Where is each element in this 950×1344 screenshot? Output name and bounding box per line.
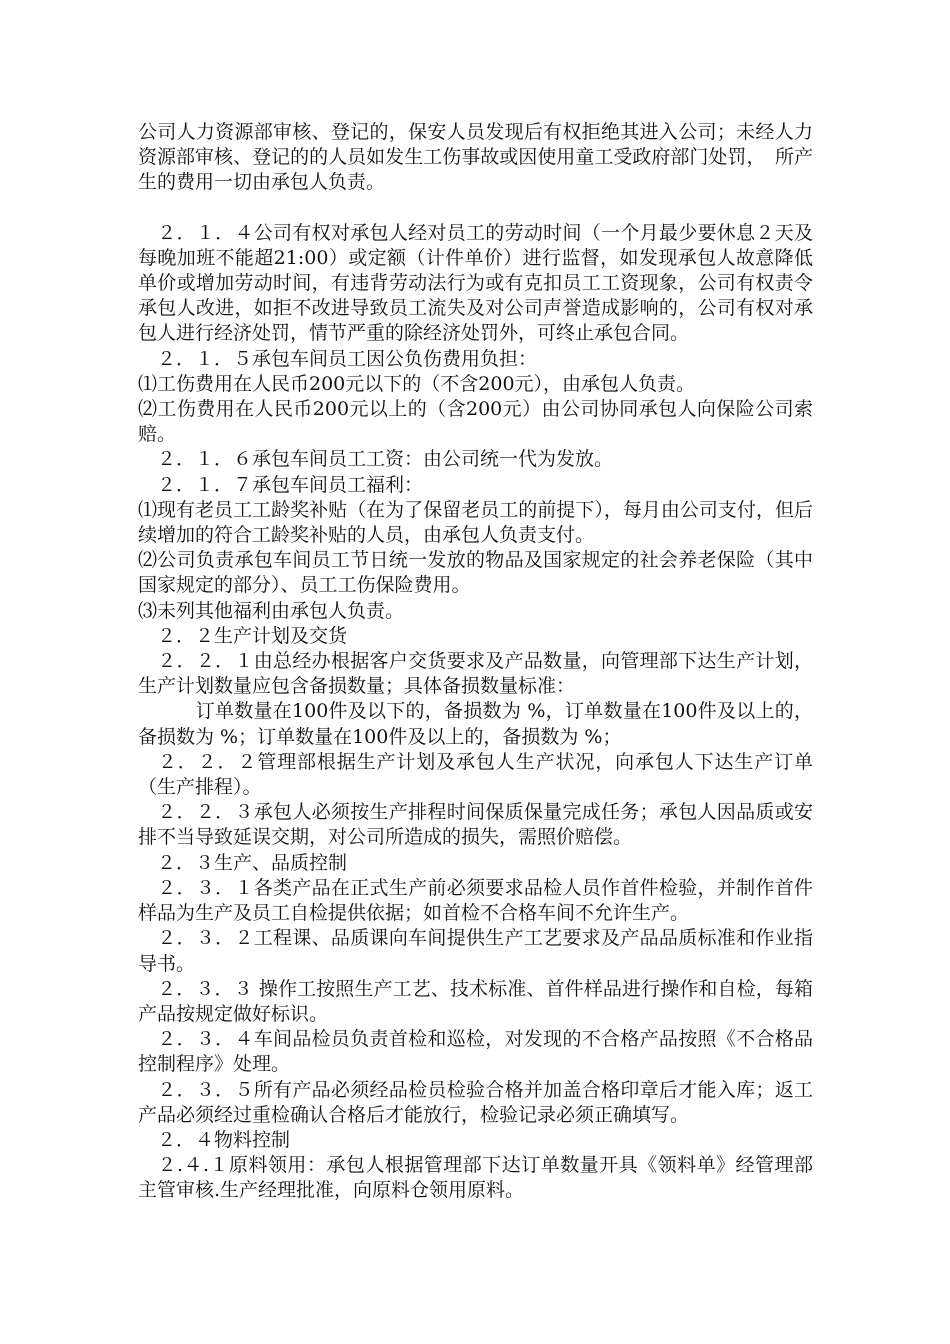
paragraph-2-3-5: ２．３．５所有产品必须经品检员检验合格并加盖合格印章后才能入库；返工产品必须经过重检确认合格后才能放行，检验记录必须正确填写。: [138, 1078, 813, 1126]
paragraph-2-3-2: ２．３．２工程课、品质课向车间提供生产工艺要求及产品品质标准和作业指导书。: [138, 927, 813, 975]
heading-2-1-5: ２．１．５承包车间员工因公负伤费用负担：: [138, 347, 538, 370]
paragraph-2-3-3: ２．３．３ 操作工按照生产工艺、技术标准、首件样品进行操作和自检，每箱产品按规定做好标识。: [138, 977, 813, 1025]
paragraph-2-1-4: ２．１．４公司有权对承包人经对员工的劳动时间（一个月最少要休息２天及每晚加班不能超21:00）或定额（计件单价）进行监督，如发现承包人故意降低单价或增加劳动时间，有违背劳动法行为或有克扣员工工资现象，公司有权责令承包人改进，如拒不改进导致员工流失及对公司声誉造成影响的，公司有权对承包人进行经济处罚，情节严重的除经济处罚外，可终止承包合同。: [138, 221, 813, 345]
blank-line: [138, 196, 813, 221]
paragraph-2-2-1: ２．２．１由总经办根据客户交货要求及产品数量，向管理部下达生产计划，生产计划数量应包含备损数量；具体备损数量标准：: [138, 650, 813, 698]
paragraph-2-1-6: ２．１．６承包车间员工工资：由公司统一代为发放。: [138, 448, 614, 471]
item-2-1-7-1: ⑴现有老员工工龄奖补贴（在为了保留老员工的前提下），每月由公司支付，但后续增加的符合工龄奖补贴的人员，由承包人负责支付。: [138, 498, 813, 547]
heading-2-2: ２．２生产计划及交货: [138, 624, 348, 647]
item-2-1-5-1: ⑴工伤费用在人民币200元以下的（不含200元），由承包人负责。: [138, 372, 696, 395]
item-2-1-5-2: ⑵工伤费用在人民币200元以上的（含200元）由公司协同承包人向保险公司索赔。: [138, 398, 813, 446]
heading-2-1-7: ２．１．７承包车间员工福利：: [138, 473, 424, 496]
paragraph-loss-standard: 订单数量在100件及以下的，备损数为 %，订单数量在100件及以上的，备损数为 %；订单数量在100件及以上的，备损数为 %；: [138, 700, 813, 748]
paragraph-2-3-1: ２．３．１各类产品在正式生产前必须要求品检人员作首件检验，并制作首件样品为生产及员工自检提供依据；如首检不合格车间不允许生产。: [138, 876, 813, 925]
heading-2-4: ２．４物料控制: [138, 1128, 291, 1151]
paragraph-1: 公司人力资源部审核、登记的，保安人员发现后有权拒绝其进入公司；未经人力资源部审核、登记的的人员如发生工伤事故或因使用童工受政府部门处罚， 所产生的费用一切由承包人负责。: [138, 121, 813, 194]
paragraph-2-4-1: ２.４.１原料领用：承包人根据管理部下达订单数量开具《领料单》经管理部主管审核.生产经理批准，向原料仓领用原料。: [138, 1154, 813, 1202]
heading-2-3: ２．３生产、品质控制: [138, 851, 348, 874]
paragraph-2-2-3: ２．２．３承包人必须按生产排程时间保质保量完成任务；承包人因品质或安排不当导致延误交期，对公司所造成的损失，需照价赔偿。: [138, 801, 813, 849]
paragraph-2-2-2: ２．２．２管理部根据生产计划及承包人生产状况，向承包人下达生产订单（生产排程）。: [138, 750, 813, 799]
item-2-1-7-2: ⑵公司负责承包车间员工节日统一发放的物品及国家规定的社会养老保险（其中国家规定的部分）、员工工伤保险费用。: [138, 549, 813, 597]
paragraph-2-3-4: ２．３．４车间品检员负责首检和巡检，对发现的不合格产品按照《不合格品控制程序》处理。: [138, 1028, 813, 1076]
document-body: [138, 120, 813, 1204]
item-2-1-7-3: ⑶未列其他福利由承包人负责。: [138, 599, 405, 622]
